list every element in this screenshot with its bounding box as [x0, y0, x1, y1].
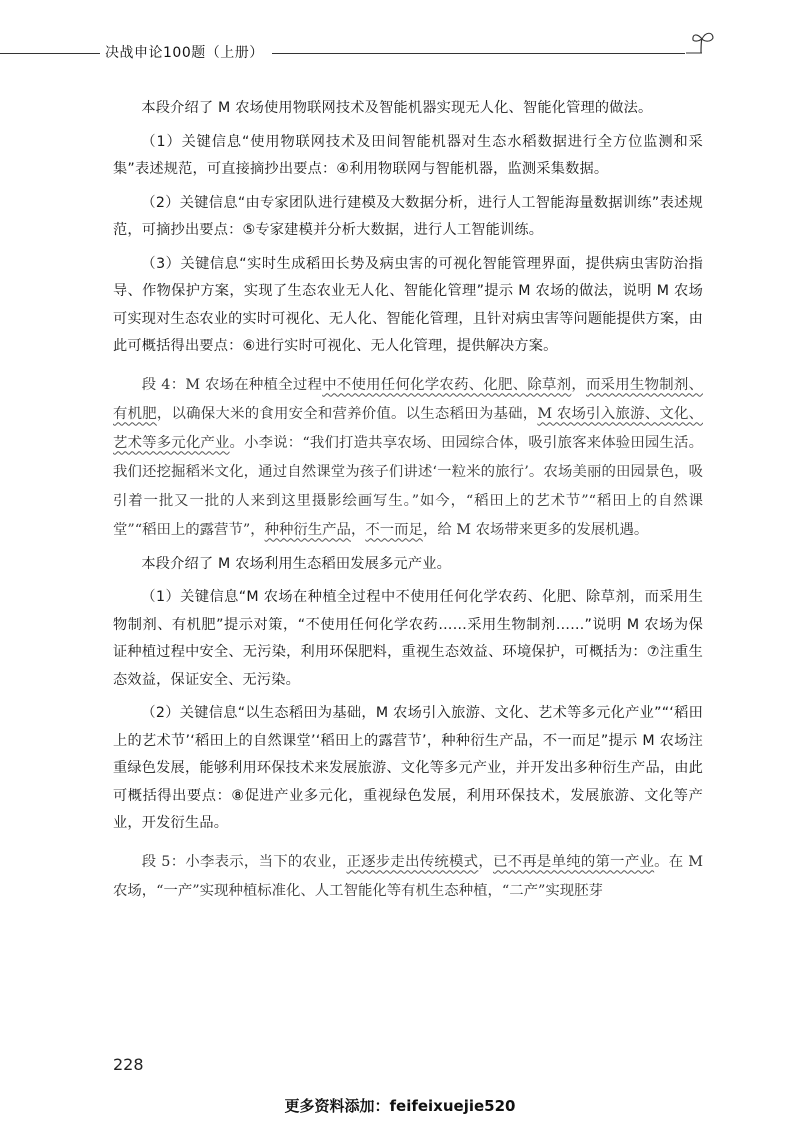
page-body: [113, 95, 703, 912]
analysis-paragraph: [113, 190, 703, 245]
text-segment: （2）关键信息“以生态稻田为基础，M 农场引入旅游、文化、艺术等多元化产业”“‘稻田上的艺术节’‘稻田上的自然课堂’‘稻田上的露营节’，种种衍生产品，不一而足”提示 M 农场注重绿色发展，能够利用环保技术来发展旅游、文化等多元产业，并开发出多种衍生产品，由此可概括得出要点：⑧促进产业多元化，重视绿色发展，利用环保技术，发展旅游、文化等产业，开发衍生品。: [113, 705, 703, 831]
wavy-underlined-phrase: 已不再是单纯的第一产业: [492, 853, 655, 870]
text-segment: ，以确保大米的食用安全和营养价值。以生态稻田为基础，: [156, 405, 538, 422]
analysis-paragraph: [113, 700, 703, 838]
text-segment: 。小李说：“我们打造共享农场、田园综合体，吸引旅客来体验田园生活。我们还挖掘稻米文化，通过自然课堂为孩子们讲述‘一粒米的旅行’。农场美丽的田园景色，吸引着一批又一批的人来到这里摄影绘画写生。”如今，“稻田上的艺术节”“稻田上的自然课堂”“稻田上的露营节”，: [113, 434, 703, 538]
text-segment: 本段介绍了 M 农场利用生态稻田发展多元产业。: [141, 555, 452, 572]
header-rule-left: [0, 53, 100, 54]
text-segment: （1）关键信息“使用物联网技术及田间智能机器对生态水稻数据进行全方位监测和采集”表述规范，可直接摘抄出要点：④利用物联网与智能机器，监测采集数据。: [113, 133, 703, 177]
wavy-underlined-phrase: 而采用生物制剂、有机肥: [113, 376, 703, 422]
text-segment: （1）关键信息“M 农场在种植全过程中不使用任何化学农药、化肥、除草剂，而采用生物制剂、有机肥”提示对策，“不使用任何化学农药……采用生物制剂……”说明 M 农场为保证种植过程中安全、无污染，利用环保肥料，重视生态效益、环境保护，可概括为：⑦注重生态效益，保证安全、无污染。: [113, 589, 703, 688]
text-segment: 段 4：M 农场在种植全过程: [141, 376, 323, 393]
analysis-paragraph: [113, 129, 703, 184]
footer-watermark-note: 更多资料添加：feifeixuejie520: [284, 1097, 516, 1115]
running-header-title: 决战申论100题（上册）: [105, 45, 264, 61]
text-segment: 本段介绍了 M 农场使用物联网技术及智能机器实现无人化、智能化管理的做法。: [141, 100, 653, 116]
text-segment: ，: [571, 376, 586, 393]
wavy-underlined-phrase: 正逐步走出传统模式: [346, 853, 479, 870]
analysis-paragraph: [113, 551, 703, 579]
analysis-paragraph: [113, 251, 703, 361]
wavy-underlined-phrase: 中不使用任何化学农药、化肥、除草剂: [322, 376, 572, 393]
text-segment: ，给 M 农场带来更多的发展机遇。: [422, 521, 649, 538]
wavy-underlined-phrase: 不一而足: [365, 521, 423, 538]
header-rule-right: [272, 53, 685, 54]
text-segment: ，: [350, 521, 366, 538]
analysis-paragraph: [113, 584, 703, 694]
text-segment: （3）关键信息“实时生成稻田长势及病虫害的可视化智能管理界面，提供病虫害防治指导、作物保护方案，实现了生态农业无人化、智能化管理”提示 M 农场的做法，说明 M 农场可实现对生态农业的实时可视化、无人化、智能化管理，且针对病虫害等问题能提供方案，由此可概括得出要点：⑥进行实时可视化、无人化管理，提供解决方案。: [113, 255, 703, 354]
text-segment: 。在 M 农场，“一产”实现种植标准化、人工智能化等有机生态种植，“二产”实现胚芽: [113, 853, 703, 899]
text-segment: ，: [478, 853, 493, 870]
analysis-paragraph: [113, 95, 703, 123]
wavy-underlined-phrase: 种种衍生产品: [264, 521, 351, 538]
wavy-underlined-phrase: M 农场引入旅游、文化、艺术等多元化产业: [113, 405, 703, 451]
text-segment: （2）关键信息“由专家团队进行建模及大数据分析，进行人工智能海量数据训练”表述规范，可摘抄出要点：⑤专家建模并分析大数据，进行人工智能训练。: [113, 194, 703, 238]
sprout-icon: [682, 28, 720, 58]
page-number: 228: [113, 1055, 144, 1074]
source-paragraph: [113, 371, 703, 545]
text-segment: 段 5：小李表示，当下的农业，: [141, 853, 347, 870]
source-paragraph: [113, 848, 703, 906]
